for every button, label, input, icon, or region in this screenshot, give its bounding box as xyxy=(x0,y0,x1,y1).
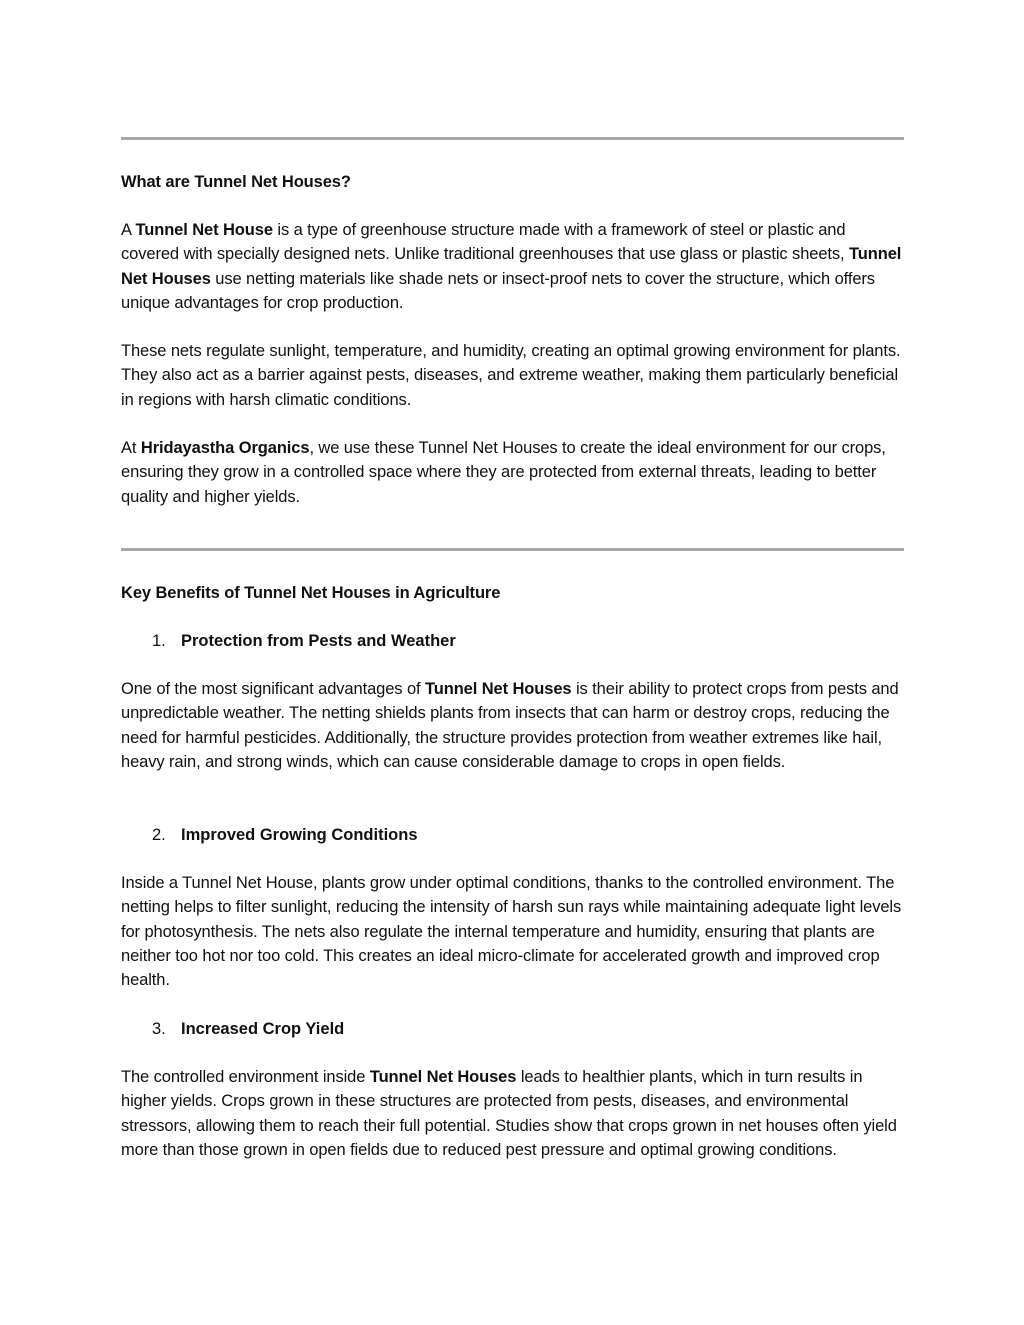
horizontal-rule xyxy=(121,137,904,140)
text: is their ability to protect crops from pests and unpredictable weather. The netting shields plants from insects that can harm or destroy crops, reducing the need for harmful pesticides. Additionally, the structure provides protection from weather extremes like hail, heavy rain, and strong winds, which can cause considerable damage to crops in open fields. xyxy=(121,680,899,771)
text: These nets regulate sunlight, temperature, and humidity, creating an optimal growing environment for plants. They also act as a barrier against pests, diseases, and extreme weather, making them particularly beneficial in regions with harsh climatic conditions. xyxy=(121,342,901,409)
text: leads to healthier plants, which in turn results in higher yields. Crops grown in these structures are protected from pests, diseases, and environmental stressors, allowing them to reach their full potential. Studies show that crops grown in net houses often yield more than those grown in open fields due to reduced pest pressure and optimal growing conditions. xyxy=(121,1068,897,1159)
paragraph-crop-yield xyxy=(121,1065,906,1162)
list-number: 2. xyxy=(152,826,166,844)
bold-term: Tunnel Net Houses xyxy=(424,680,572,698)
paragraph-protection xyxy=(121,677,906,774)
list-item-title: Protection from Pests and Weather xyxy=(181,632,456,650)
list-item-title: Improved Growing Conditions xyxy=(181,826,418,844)
text: Inside a Tunnel Net House, plants grow under optimal conditions, thanks to the controlled environment. The netting helps to filter sunlight, reducing the intensity of harsh sun rays while maintaining adequate light levels for photosynthesis. The nets also regulate the internal temperature and humidity, ensuring that plants are neither too hot nor too cold. This creates an ideal micro-climate for accelerated growth and improved crop health. xyxy=(121,874,902,990)
list-item-title: Increased Crop Yield xyxy=(181,1020,345,1038)
paragraph-growing-conditions xyxy=(121,871,906,992)
text: The controlled environment inside xyxy=(121,1068,370,1086)
bold-term: Tunnel Net Houses xyxy=(121,245,902,288)
list-number: 3. xyxy=(152,1020,166,1038)
paragraph-regulation xyxy=(121,339,906,412)
text: is a type of greenhouse structure made with a framework of steel or plastic and covered with specially designed nets. Unlike traditional greenhouses that use glass or plastic sheets, xyxy=(121,221,850,264)
text: , we use these Tunnel Net Houses to create the ideal environment for our crops, ensuring they grow in a controlled space where they are protected from external threats, leading to better quality and higher yields. xyxy=(121,439,886,506)
paragraph-hridayastha xyxy=(121,436,906,509)
text: A xyxy=(121,221,136,239)
heading-key-benefits: Key Benefits of Tunnel Net Houses in Agriculture xyxy=(121,584,501,602)
text: At xyxy=(121,439,141,457)
section-heading xyxy=(121,581,906,605)
section-heading xyxy=(121,170,906,194)
horizontal-rule xyxy=(121,548,904,551)
bold-term: Hridayastha Organics xyxy=(140,439,310,457)
bold-term: Tunnel Net House xyxy=(135,221,273,239)
heading-what-are: What are Tunnel Net Houses? xyxy=(121,173,351,191)
bold-term: Tunnel Net Houses xyxy=(369,1068,517,1086)
text: One of the most significant advantages of xyxy=(121,680,425,698)
list-number: 1. xyxy=(152,632,166,650)
paragraph-definition xyxy=(121,218,906,315)
text: use netting materials like shade nets or insect-proof nets to cover the structure, which offers unique advantages for crop production. xyxy=(121,269,875,312)
